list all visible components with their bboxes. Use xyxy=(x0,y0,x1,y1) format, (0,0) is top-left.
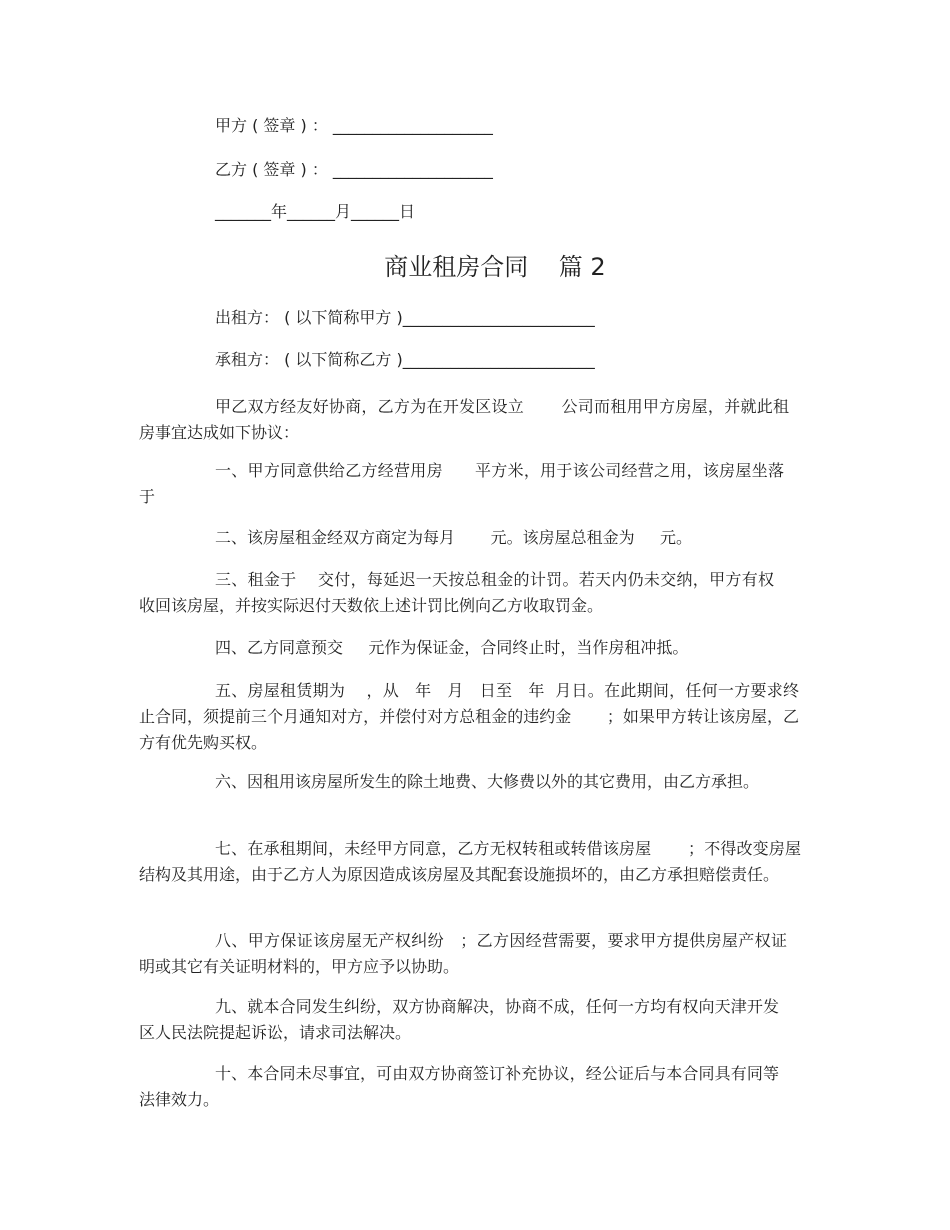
clause-5: 五、房屋租赁期为 ，从 年 月 日至 年 月日。在此期间，任何一方要求终止合同，须提前三个月通知对方，并偿付对方总租金的违约金 ；如果甲方转让该房屋，乙方有优先购买权。 xyxy=(139,681,799,752)
clause-9: 九、就本合同发生纠纷，双方协商解决，协商不成，任何一方均有权向天津开发区人民法院提起诉讼，请求司法解决。 xyxy=(139,997,779,1042)
date-line: _______年______月______日 xyxy=(215,202,416,221)
clause-1: 一、甲方同意供给乙方经营用房 平方米，用于该公司经营之用，该房屋坐落于 xyxy=(139,461,784,506)
clause-10: 十、本合同未尽事宜，可由双方协商签订补充协议，经公证后与本合同具有同等法律效力。 xyxy=(139,1064,779,1109)
party-b-signature-line: 乙方 ( 签章 ) ： ____________________ xyxy=(215,160,493,179)
clause-8: 八、甲方保证该房屋无产权纠纷 ；乙方因经营需要，要求甲方提供房屋产权证明或其它有关证明材料的，甲方应予以协助。 xyxy=(139,931,787,976)
lessor-line: 出租方： ( 以下简称甲方 )________________________ xyxy=(215,308,595,327)
clause-6: 六、因租用该房屋所发生的除土地费、大修费以外的其它费用，由乙方承担。 xyxy=(215,772,760,791)
clause-4: 四、乙方同意预交 元作为保证金，合同终止时，当作房租冲抵。 xyxy=(215,638,689,657)
clause-3: 三、租金于 交付，每延迟一天按总租金的计罚。若天内仍未交纳，甲方有权收回该房屋，并按实际迟付天数依上述计罚比例向乙方收取罚金。 xyxy=(139,570,774,615)
contract-title: 商业租房合同 篇 2 xyxy=(384,253,606,281)
lessee-line: 承租方： ( 以下简称乙方 )________________________ xyxy=(215,350,595,369)
party-a-signature-line: 甲方 ( 签章 ) ： ____________________ xyxy=(215,116,493,135)
clause-2: 二、该房屋租金经双方商定为每月 元。该房屋总租金为 元。 xyxy=(215,528,693,547)
clause-7: 七、在承租期间，未经甲方同意，乙方无权转租或转借该房屋 ；不得改变房屋结构及其用途，由于乙方人为原因造成该房屋及其配套设施损坏的，由乙方承担赔偿责任。 xyxy=(139,839,801,884)
intro-paragraph: 甲乙双方经友好协商，乙方为在开发区设立 公司而租用甲方房屋，并就此租房事宜达成如下协议： xyxy=(139,397,789,442)
